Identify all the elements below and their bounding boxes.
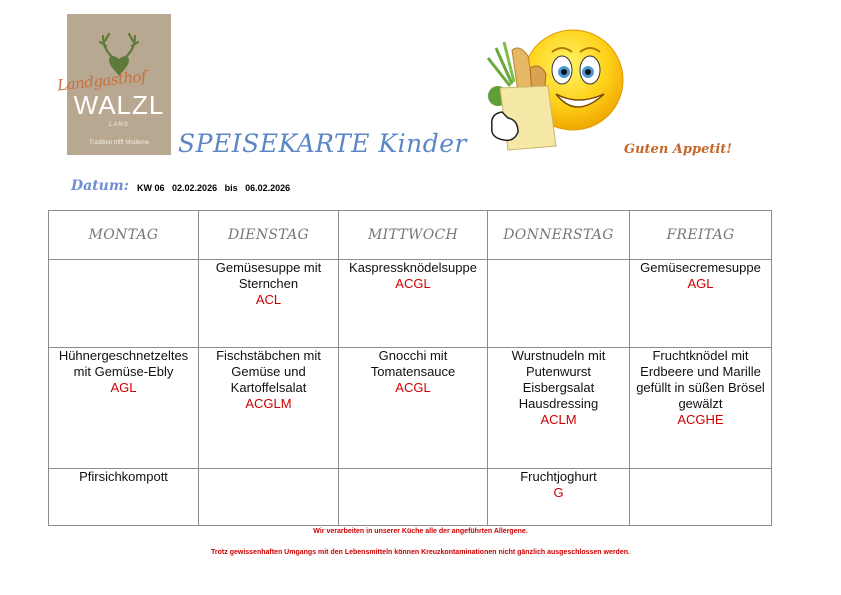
allergen-notice: Wir verarbeiten in unserer Küche alle der angeführten Allergene. xyxy=(313,528,528,535)
page-title: SPEISEKARTE Kinder xyxy=(178,129,467,158)
date-to: 06.02.2026 xyxy=(245,183,291,193)
day-header-wednesday: MITTWOCH xyxy=(339,211,488,260)
date-separator: bis xyxy=(224,183,238,193)
main-cell-monday xyxy=(49,348,199,469)
main-cell-tuesday xyxy=(199,348,339,469)
soup-cell-monday xyxy=(49,260,199,348)
walzl-logo xyxy=(56,14,171,155)
allergen-codes: AGL xyxy=(687,276,714,291)
dish-name: Wurstnudeln mit Putenwurst Eisbergsalat Hausdressing xyxy=(511,348,606,411)
dessert-cell-friday xyxy=(630,469,772,526)
day-header-row xyxy=(49,211,772,260)
dessert-cell-thursday xyxy=(488,469,630,526)
smiley-with-grocery-bag-icon xyxy=(478,28,628,156)
date-from: 02.02.2026 xyxy=(172,183,218,193)
dish-name: Kaspressknödelsuppe xyxy=(349,260,477,275)
logo-name: WALZL xyxy=(73,90,165,120)
allergen-codes: ACGL xyxy=(395,276,431,291)
dessert-row xyxy=(49,469,772,526)
dish-name: Gemüsesuppe mit Sternchen xyxy=(215,260,322,291)
soup-cell-friday xyxy=(630,260,772,348)
dessert-cell-wednesday xyxy=(339,469,488,526)
date-label: Datum: xyxy=(71,178,129,194)
dish-name: Gnocchi mit Tomatensauce xyxy=(370,348,456,379)
logo-location: LANS xyxy=(109,122,129,128)
allergen-codes: ACGLM xyxy=(245,396,292,411)
soup-cell-wednesday xyxy=(339,260,488,348)
soup-row xyxy=(49,260,772,348)
dish-name: Gemüsecremesuppe xyxy=(640,260,761,275)
dish-name: Fruchtknödel mit Erdbeere und Marille gefüllt in süßen Brösel gewälzt xyxy=(636,348,765,411)
week-number: KW 06 xyxy=(137,183,165,193)
greeting-text: Guten Appetit! xyxy=(624,142,732,157)
allergen-codes: ACL xyxy=(255,292,282,307)
dish-name: Pfirsichkompott xyxy=(79,469,168,484)
dish-name: Fruchtjoghurt xyxy=(520,469,597,484)
cross-contamination-notice: Trotz gewissenhaften Umgangs mit den Lebensmitteln können Kreuzkontaminationen nicht gänzlich ausgeschlossen werden. xyxy=(211,549,630,556)
day-header-thursday: DONNERSTAG xyxy=(488,211,630,260)
day-header-tuesday: DIENSTAG xyxy=(199,211,339,260)
day-header-monday: MONTAG xyxy=(49,211,199,260)
allergen-codes: ACLM xyxy=(540,412,577,427)
dessert-cell-tuesday xyxy=(199,469,339,526)
soup-cell-tuesday xyxy=(199,260,339,348)
allergen-codes: AGL xyxy=(110,380,137,395)
main-cell-friday xyxy=(630,348,772,469)
allergen-codes: G xyxy=(553,485,564,500)
main-cell-thursday xyxy=(488,348,630,469)
allergen-codes: ACGHE xyxy=(677,412,724,427)
logo-script-text: Landgasthof xyxy=(56,67,147,95)
main-course-row xyxy=(49,348,772,469)
dish-name: Hühnergeschnetzeltes mit Gemüse-Ebly xyxy=(58,348,189,379)
main-cell-wednesday xyxy=(339,348,488,469)
weekly-menu-table xyxy=(48,210,772,526)
date-range xyxy=(137,183,290,193)
logo-tagline: Tradition trifft Moderne xyxy=(88,140,150,146)
dish-name: Fischstäbchen mit Gemüse und Kartoffelsalat xyxy=(216,348,321,395)
day-header-friday: FREITAG xyxy=(630,211,772,260)
dessert-cell-monday xyxy=(49,469,199,526)
soup-cell-thursday xyxy=(488,260,630,348)
allergen-codes: ACGL xyxy=(395,380,431,395)
